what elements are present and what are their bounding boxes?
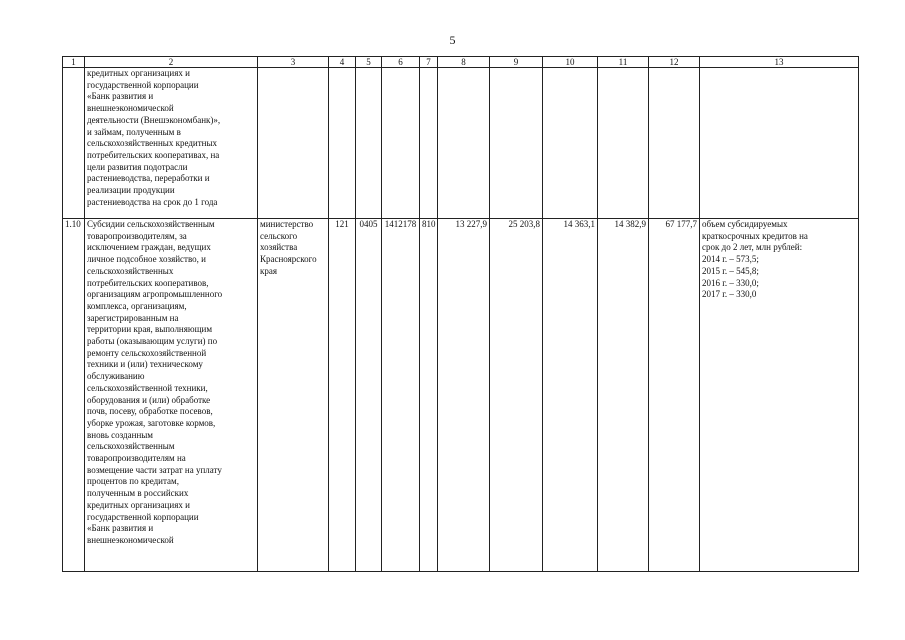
section-code-cell: 0405: [356, 219, 382, 572]
column-number: 6: [382, 57, 420, 68]
expected-result-cell: объем субсидируемых краткосрочных кредитов на срок до 2 лет, млн рублей: 2014 г. – 573,5; 2015 г. – 545,8; 2016 г. – 330,0; 2017 г. – 330,0: [700, 219, 859, 572]
target-article-cell: 1412178: [382, 219, 420, 572]
expense-type-cell: 810: [420, 219, 438, 572]
section-code-cell: [356, 68, 382, 219]
column-number: 11: [598, 57, 649, 68]
target-article-cell: [382, 68, 420, 219]
amount-cell: [490, 68, 543, 219]
amount-cell: 14 363,1: [543, 219, 598, 572]
grbs-code-cell: 121: [329, 219, 356, 572]
amount-cell: 13 227,9: [438, 219, 490, 572]
amount-cell: [543, 68, 598, 219]
program-table: [62, 56, 859, 572]
column-number: 2: [85, 57, 258, 68]
page-number: 5: [449, 33, 456, 47]
table-row: [63, 68, 859, 219]
column-number: 7: [420, 57, 438, 68]
column-number: 13: [700, 57, 859, 68]
column-number: 4: [329, 57, 356, 68]
column-number: 1: [63, 57, 85, 68]
column-number-row: [63, 57, 859, 68]
amount-cell: [598, 68, 649, 219]
total-cell: [649, 68, 700, 219]
total-cell: 67 177,7: [649, 219, 700, 572]
column-number: 9: [490, 57, 543, 68]
column-number: 8: [438, 57, 490, 68]
amount-cell: [438, 68, 490, 219]
grbs-code-cell: [329, 68, 356, 219]
item-number-cell: [63, 68, 85, 219]
item-description-cell: Субсидии сельскохозяйственным товаропроизводителям, за исключением граждан, ведущих личное подсобное хозяйство, и сельскохозяйственных потребительских кооперативов, организациям агропромышленного комплекса, организациям, зарегистрированным на территории края, выполняющим работы (оказывающим услуги) по ремонту сельскохозяйственной техники и (или) техническому обслуживанию сельскохозяйственной техники, оборудования и (или) обработке почв, посеву, обработке посевов, уборке урожая, заготовке кормов, вновь созданным сельскохозяйственным товаропроизводителям на возмещение части затрат на уплату процентов по кредитам, полученным в российских кредитных организациях и государственной корпорации «Банк развития и внешнеэкономической: [85, 219, 258, 572]
amount-cell: 25 203,8: [490, 219, 543, 572]
column-number: 5: [356, 57, 382, 68]
expense-type-cell: [420, 68, 438, 219]
table-row: [63, 219, 859, 572]
column-number: 12: [649, 57, 700, 68]
expected-result-cell: [700, 68, 859, 219]
item-number-cell: 1.10: [63, 219, 85, 572]
column-number: 10: [543, 57, 598, 68]
column-number: 3: [258, 57, 329, 68]
item-description-cell: кредитных организациях и государственной корпорации «Банк развития и внешнеэкономической деятельности (Внешэкономбанк)», и займам, полученным в сельскохозяйственных кредитных потребительских кооперативах, на цели развития подотрасли растениеводства, переработки и реализации продукции растениеводства на срок до 1 года: [85, 68, 258, 219]
amount-cell: 14 382,9: [598, 219, 649, 572]
executor-cell: министерство сельского хозяйства Красноярского края: [258, 219, 329, 572]
executor-cell: [258, 68, 329, 219]
